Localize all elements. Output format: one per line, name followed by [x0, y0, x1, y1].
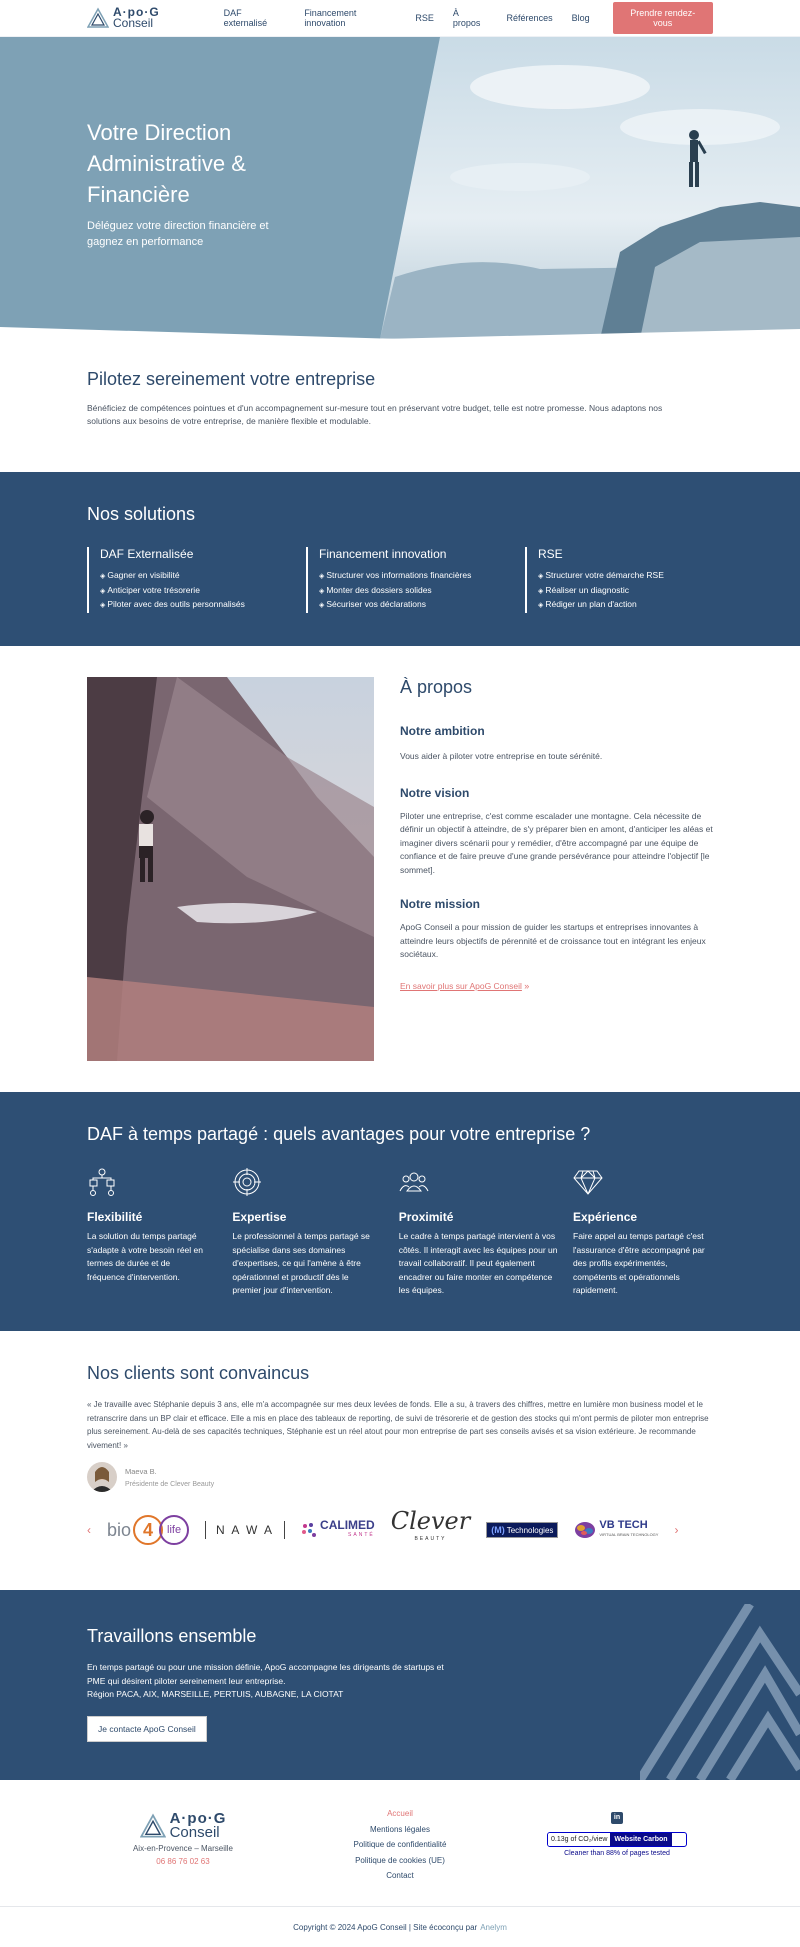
hero-title: Votre Direction Administrative & Financière [87, 120, 246, 207]
solution-item: ◈ Réaliser un diagnostic [538, 584, 705, 599]
advantage-text: Faire appel au temps partagé c'est l'assurance d'être accompagné par des profils expérimentés, compétents et opérationnels rapidement. [573, 1231, 705, 1295]
mission-text: ApoG Conseil a pour mission de guider les startups et entreprises innovantes à atteindre leurs objectifs de pérennité et de croissance tout en intégrant les enjeux sociétaux. [400, 922, 706, 959]
nav-a-propos[interactable]: À propos [452, 8, 481, 28]
nav-daf[interactable]: DAF externalisé [223, 8, 268, 28]
solution-rse[interactable] [525, 547, 705, 613]
solution-item: ◈ Structurer votre démarche RSE [538, 569, 705, 584]
clever-sub: BEAUTY [414, 1536, 447, 1542]
intro-text: Bénéficiez de compétences pointues et d'un accompagnement sur-mesure tout en préservant votre budget, telle est notre promesse. Nous adaptons nos solutions aux besoins de votre entreprise, de manière flexible et modulable. [87, 403, 663, 426]
testimonials-title: Nos clients sont convaincus [87, 1363, 310, 1383]
advantage-title: Proximité [398, 1210, 454, 1224]
avatar [87, 1462, 117, 1492]
footer-logo[interactable] [128, 1812, 238, 1840]
mm-label: Technologies [506, 1525, 554, 1535]
logo-triangle-icon [87, 7, 109, 29]
mission-title: Notre mission [400, 897, 481, 911]
solution-title: DAF Externalisée [100, 547, 194, 561]
carbon-label: Website Carbon [610, 1833, 671, 1846]
people-icon [399, 1167, 429, 1197]
copyright-text: Copyright © 2024 ApoG Conseil | Site écoconçu par [293, 1922, 478, 1932]
advantage-expertise [232, 1167, 398, 1298]
vision-title: Notre vision [400, 785, 470, 800]
solution-financement[interactable] [306, 547, 525, 613]
advantage-text: Le professionnel à temps partagé se spécialise dans ses domaines d'expertises, ce qui l'amène à être opérationnel et productif dès le premier jour d'intervention. [232, 1231, 370, 1295]
footer-city: Aix-en-Provence – Marseille [132, 1844, 234, 1853]
copyright-bar [0, 1907, 800, 1947]
logo-pattern-decoration [640, 1604, 800, 1780]
nawa-text: N A W A [216, 1523, 275, 1537]
footer-social [547, 1806, 687, 1857]
advantage-title: Expertise [232, 1210, 287, 1224]
brain-icon [574, 1521, 596, 1539]
footer-link-mentions[interactable]: Mentions légales [369, 1824, 431, 1834]
org-chart-icon [87, 1167, 117, 1197]
logo-line1: A·po·G [113, 5, 160, 19]
solution-item: ◈ Piloter avec des outils personnalisés [100, 598, 306, 613]
vbtech-sub: VIRTUAL BRAIN TECHNOLOGY [599, 1532, 659, 1537]
solution-title: RSE [538, 547, 563, 561]
author-name: Maeva B. [125, 1466, 157, 1476]
carousel-prev-icon[interactable]: ‹ [87, 1523, 91, 1537]
bio-text: bio [107, 1519, 132, 1540]
climber-photo [87, 677, 374, 1061]
hero [0, 37, 800, 339]
vbtech-text: VB TECH [599, 1519, 648, 1531]
linkedin-icon[interactable]: in [611, 1812, 623, 1824]
intro-title: Pilotez sereinement votre entreprise [87, 369, 376, 389]
contact-text [87, 1661, 447, 1702]
footer-logo-line2: Conseil [169, 1824, 220, 1841]
solution-item: ◈ Monter des dossiers solides [319, 584, 525, 599]
mm-text: (M) [491, 1525, 505, 1535]
ambition-text: Vous aider à piloter votre entreprise en toute sérénité. [400, 751, 603, 761]
solutions-section [0, 472, 800, 646]
logo-vb-tech [574, 1521, 658, 1539]
book-appointment-button[interactable]: Prendre rendez-vous [613, 2, 713, 34]
author-role: Présidente de Clever Beauty [125, 1480, 215, 1488]
vision-text: Piloter une entreprise, c'est comme escalader une montagne. Cela nécessite de définir un objectif à atteindre, de s'y préparer bien en amont, d'anticiper les aléas et imaginer divers scénarii pour y remédier, d'être accompagné par une équipe de confiance et de faire preuve d'une grande persévérance pour atteindre l'objectif [le sommet]. [400, 810, 713, 875]
intro-section [0, 339, 800, 472]
contact-cta-section [0, 1590, 800, 1780]
advantages-title: DAF à temps partagé : quels avantages pour votre entreprise ? [87, 1124, 591, 1144]
advantages-section [0, 1092, 800, 1331]
footer-link-confidentialite[interactable]: Politique de confidentialité [353, 1840, 447, 1849]
footer [0, 1780, 800, 1907]
footer-link-accueil[interactable]: Accueil [387, 1809, 413, 1818]
solution-item: ◈ Gagner en visibilité [100, 569, 306, 584]
calimed-dots-icon [301, 1522, 317, 1538]
carousel-next-icon[interactable]: › [674, 1523, 679, 1537]
nav-rse[interactable]: RSE [415, 13, 434, 23]
advantage-text: Le cadre à temps partagé intervient à vos côtés. Il interagit avec les équipes pour un travail collaboratif. Il peut également encadrer ou faire monter en compétence les équipes. [398, 1231, 558, 1295]
advantage-flexibilite [87, 1167, 232, 1298]
four-text: 4 [133, 1515, 163, 1545]
nav-blog[interactable]: Blog [571, 13, 590, 23]
footer-links [330, 1806, 470, 1884]
double-chevron-icon: » [524, 980, 530, 991]
logo[interactable] [87, 7, 160, 29]
about-section [0, 646, 800, 1092]
logo-line2: Conseil [113, 16, 154, 30]
carbon-note: Cleaner than 88% of pages tested [564, 1850, 670, 1857]
hero-subtitle: Déléguez votre direction financière et gagnez en performance [87, 220, 269, 248]
client-logos-carousel [87, 1507, 713, 1548]
life-text: life [159, 1515, 189, 1545]
contact-title: Travaillons ensemble [87, 1626, 257, 1646]
advantage-experience [573, 1167, 713, 1298]
logo-triangle-icon [140, 1813, 166, 1839]
carbon-value: 0.13g of CO₂/view [548, 1833, 610, 1846]
nav-references[interactable]: Références [506, 13, 553, 23]
solution-item: ◈ Structurer vos informations financières [319, 569, 525, 584]
advantage-text: La solution du temps partagé s'adapte à votre besoin réel en termes de durée et de fréquence d'intervention. [87, 1231, 203, 1282]
advantage-title: Expérience [573, 1210, 638, 1224]
about-content [400, 677, 715, 993]
main-nav [224, 8, 590, 28]
agency-link[interactable]: Anelym [480, 1922, 507, 1932]
footer-link-contact[interactable]: Contact [386, 1871, 414, 1880]
nav-financement[interactable]: Financement innovation [304, 8, 357, 28]
ambition-title: Notre ambition [400, 724, 485, 738]
footer-logo-line1: A·po·G [169, 1810, 227, 1827]
clever-text: Clever [390, 1507, 471, 1535]
solution-item: ◈ Sécuriser vos déclarations [319, 598, 525, 613]
testimonial-quote: « Je travaille avec Stéphanie depuis 3 ans, elle m'a accompagnée sur mes deux levées de fonds. Elle a su, à travers des chiffres, mettre en lumière mon business model et le retranscrire dans un BP clair et efficace. Elle a mis en place des tableaux de reporting, de suivi de trésorerie et de gestion des stocks qui m'ont permis de piloter mon entreprise plus sereinement. Au-delà de ses capacités techniques, Stéphanie est un réel atout pour mon entreprise de part ses conseils avisés et sa vision extérieure. Je recommande vivement! » [87, 1400, 709, 1450]
contact-text-main: En temps partagé ou pour une mission définie, ApoG accompagne les dirigeants de startups et PME qui désirent piloter sereinement leur entreprise. [87, 1662, 444, 1686]
contact-region: Région PACA, AIX, MARSEILLE, PERTUIS, AUBAGNE, LA CIOTAT [87, 1689, 344, 1699]
diamond-icon [573, 1167, 603, 1197]
target-icon [232, 1167, 262, 1197]
solution-item: ◈ Rédiger un plan d'action [538, 598, 705, 613]
testimonial-author [87, 1462, 713, 1492]
website-carbon-badge[interactable] [547, 1832, 687, 1847]
solution-daf[interactable] [87, 547, 306, 613]
learn-more-link[interactable]: En savoir plus sur ApoG Conseil [400, 980, 522, 991]
logo-clever-beauty [390, 1507, 471, 1548]
calimed-sub: SANTÉ [348, 1532, 375, 1538]
footer-link-cookies[interactable]: Politique de cookies (UE) [355, 1855, 445, 1865]
calimed-text: CALIMED [320, 1518, 375, 1532]
solutions-title: Nos solutions [87, 504, 196, 524]
solution-item: ◈ Anticiper votre trésorerie [100, 584, 306, 599]
testimonials-section [0, 1331, 800, 1590]
contact-button[interactable]: Je contacte ApoG Conseil [87, 1716, 207, 1742]
logo-nawa [205, 1521, 285, 1539]
site-header [0, 0, 800, 37]
footer-phone[interactable]: 06 86 76 02 63 [156, 1857, 210, 1866]
solution-title: Financement innovation [319, 547, 447, 561]
logo-calimed [301, 1520, 375, 1540]
footer-brand [128, 1812, 238, 1866]
advantage-title: Flexibilité [87, 1210, 143, 1224]
advantage-proximite [399, 1167, 573, 1298]
logo-bio4life [107, 1515, 189, 1545]
about-title: À propos [400, 677, 473, 697]
logo-mm-technologies [486, 1522, 558, 1538]
